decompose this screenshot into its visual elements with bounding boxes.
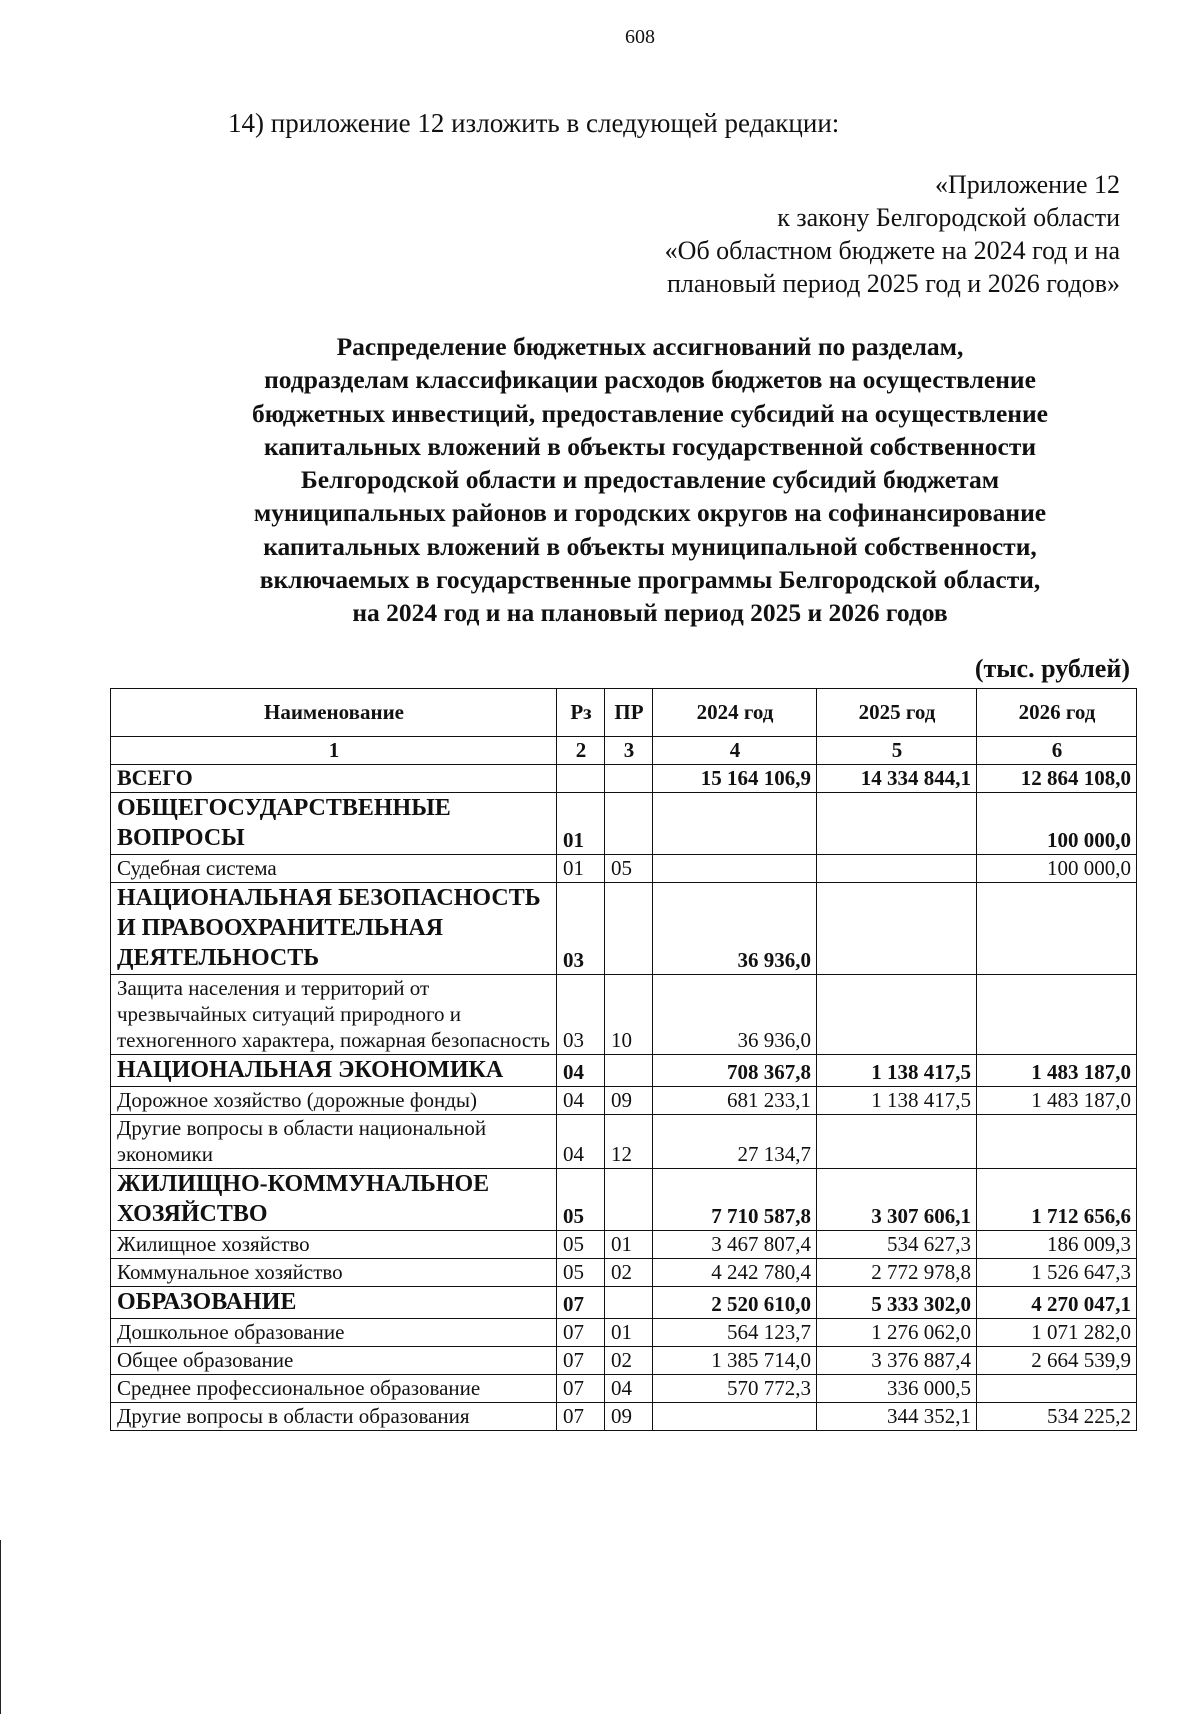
title-line: на 2024 год и на плановый период 2025 и 2026 годов — [352, 598, 948, 628]
cell-rz: 07 — [557, 1319, 605, 1347]
cell-name: Защита населения и территорий от чрезвычайных ситуаций природного и техногенного характера, пожарная безопасность — [111, 975, 557, 1055]
cell-2026 — [977, 1375, 1137, 1403]
cell-rz: 07 — [557, 1347, 605, 1375]
cell-2026: 12 864 108,0 — [977, 765, 1137, 793]
column-index: 4 — [653, 737, 817, 765]
cell-2025 — [817, 1115, 977, 1169]
cell-pr — [605, 1287, 653, 1319]
column-index: 3 — [605, 737, 653, 765]
cell-2025: 2 772 978,8 — [817, 1259, 977, 1287]
cell-2025: 534 627,3 — [817, 1231, 977, 1259]
section-row — [111, 1287, 1137, 1319]
cell-rz: 04 — [557, 1115, 605, 1169]
cell-rz: 05 — [557, 1231, 605, 1259]
cell-2025: 5 333 302,0 — [817, 1287, 977, 1319]
scan-edge-line — [0, 1540, 1, 1714]
cell-2026: 1 483 187,0 — [977, 1087, 1137, 1115]
cell-2024: 36 936,0 — [653, 975, 817, 1055]
table-row — [111, 1375, 1137, 1403]
cell-2024: 3 467 807,4 — [653, 1231, 817, 1259]
cell-name: Дошкольное образование — [111, 1319, 557, 1347]
cell-2024: 27 134,7 — [653, 1115, 817, 1169]
table-row — [111, 975, 1137, 1055]
cell-pr: 02 — [605, 1259, 653, 1287]
cell-rz: 07 — [557, 1403, 605, 1431]
cell-name: ЖИЛИЩНО-КОММУНАЛЬНОЕ ХОЗЯЙСТВО — [111, 1169, 557, 1231]
title-line: подразделам классификации расходов бюджетов на осуществление — [264, 365, 1036, 395]
cell-2025: 1 276 062,0 — [817, 1319, 977, 1347]
cell-2025 — [817, 855, 977, 883]
cell-pr: 09 — [605, 1403, 653, 1431]
cell-2024: 564 123,7 — [653, 1319, 817, 1347]
cell-2026: 1 071 282,0 — [977, 1319, 1137, 1347]
cell-rz: 01 — [557, 793, 605, 855]
cell-2026: 2 664 539,9 — [977, 1347, 1137, 1375]
cell-name: Жилищное хозяйство — [111, 1231, 557, 1259]
cell-pr — [605, 1055, 653, 1087]
title-line: Белгородской области и предоставление субсидий бюджетам — [300, 465, 1000, 495]
total-row — [111, 765, 1137, 793]
appendix-line: к закону Белгородской области — [777, 203, 1120, 232]
header-name: Наименование — [111, 689, 557, 737]
cell-2024: 708 367,8 — [653, 1055, 817, 1087]
cell-name: Другие вопросы в области образования — [111, 1403, 557, 1431]
cell-2024: 4 242 780,4 — [653, 1259, 817, 1287]
appendix-line: плановый период 2025 год и 2026 годов» — [666, 269, 1120, 298]
cell-pr: 05 — [605, 855, 653, 883]
cell-rz: 04 — [557, 1087, 605, 1115]
cell-2024 — [653, 855, 817, 883]
title-line: капитальных вложений в объекты государственной собственности — [263, 431, 1037, 461]
column-index: 1 — [111, 737, 557, 765]
cell-rz: 07 — [557, 1287, 605, 1319]
cell-2024 — [653, 793, 817, 855]
cell-rz: 04 — [557, 1055, 605, 1087]
title-line: муниципальных районов и городских округов на софинансирование — [253, 498, 1047, 528]
cell-rz: 05 — [557, 1259, 605, 1287]
cell-name: ОБРАЗОВАНИЕ — [111, 1287, 557, 1319]
cell-2025: 1 138 417,5 — [817, 1087, 977, 1115]
cell-name: Судебная система — [111, 855, 557, 883]
table-row — [111, 855, 1137, 883]
cell-name: Среднее профессиональное образование — [111, 1375, 557, 1403]
cell-name: Другие вопросы в области национальной экономики — [111, 1115, 557, 1169]
cell-pr: 10 — [605, 975, 653, 1055]
appendix-line: «Об областном бюджете на 2024 год и на — [664, 236, 1120, 265]
cell-2025: 344 352,1 — [817, 1403, 977, 1431]
budget-table — [110, 688, 1137, 1431]
cell-2026: 1 712 656,6 — [977, 1169, 1137, 1231]
cell-2026 — [977, 975, 1137, 1055]
cell-pr: 12 — [605, 1115, 653, 1169]
cell-2025 — [817, 793, 977, 855]
cell-name: Общее образование — [111, 1347, 557, 1375]
units-label: (тыс. рублей) — [974, 654, 1130, 683]
table-row — [111, 1259, 1137, 1287]
cell-rz: 01 — [557, 855, 605, 883]
column-index: 2 — [557, 737, 605, 765]
cell-pr — [605, 793, 653, 855]
section-row — [111, 1055, 1137, 1087]
cell-name: ВСЕГО — [111, 765, 557, 793]
cell-pr — [605, 883, 653, 975]
cell-2025: 336 000,5 — [817, 1375, 977, 1403]
cell-2024: 15 164 106,9 — [653, 765, 817, 793]
cell-2026: 1 526 647,3 — [977, 1259, 1137, 1287]
appendix-heading — [600, 168, 1120, 300]
table-row — [111, 1319, 1137, 1347]
table-row — [111, 1231, 1137, 1259]
cell-pr: 04 — [605, 1375, 653, 1403]
cell-2026 — [977, 883, 1137, 975]
cell-name: Дорожное хозяйство (дорожные фонды) — [111, 1087, 557, 1115]
title-line: капитальных вложений в объекты муниципальной собственности, — [263, 531, 1037, 561]
cell-2025: 14 334 844,1 — [817, 765, 977, 793]
cell-2026: 100 000,0 — [977, 855, 1137, 883]
table-row — [111, 1087, 1137, 1115]
header-pr: ПР — [605, 689, 653, 737]
section-row — [111, 883, 1137, 975]
cell-name: НАЦИОНАЛЬНАЯ БЕЗОПАСНОСТЬ И ПРАВООХРАНИТЕЛЬНАЯ ДЕЯТЕЛЬНОСТЬ — [111, 883, 557, 975]
cell-pr — [605, 1169, 653, 1231]
table-row — [111, 1115, 1137, 1169]
cell-2026: 186 009,3 — [977, 1231, 1137, 1259]
cell-pr: 02 — [605, 1347, 653, 1375]
cell-2025: 3 307 606,1 — [817, 1169, 977, 1231]
page-number: 608 — [625, 26, 655, 48]
cell-name: НАЦИОНАЛЬНАЯ ЭКОНОМИКА — [111, 1055, 557, 1087]
cell-2025: 3 376 887,4 — [817, 1347, 977, 1375]
column-index: 6 — [977, 737, 1137, 765]
cell-pr: 09 — [605, 1087, 653, 1115]
table-header-row — [111, 689, 1137, 737]
cell-rz: 05 — [557, 1169, 605, 1231]
cell-name: ОБЩЕГОСУДАРСТВЕННЫЕ ВОПРОСЫ — [111, 793, 557, 855]
cell-2025: 1 138 417,5 — [817, 1055, 977, 1087]
cell-2026: 534 225,2 — [977, 1403, 1137, 1431]
header-2025: 2025 год — [817, 689, 977, 737]
table-row — [111, 1403, 1137, 1431]
header-rz: Рз — [557, 689, 605, 737]
cell-2024: 681 233,1 — [653, 1087, 817, 1115]
cell-rz — [557, 765, 605, 793]
cell-2024: 2 520 610,0 — [653, 1287, 817, 1319]
cell-2024: 1 385 714,0 — [653, 1347, 817, 1375]
cell-2024: 7 710 587,8 — [653, 1169, 817, 1231]
cell-2025 — [817, 883, 977, 975]
cell-2026: 100 000,0 — [977, 793, 1137, 855]
section-row — [111, 793, 1137, 855]
header-2024: 2024 год — [653, 689, 817, 737]
table-row — [111, 1347, 1137, 1375]
cell-rz: 07 — [557, 1375, 605, 1403]
cell-pr — [605, 765, 653, 793]
section-row — [111, 1169, 1137, 1231]
title-line: бюджетных инвестиций, предоставление субсидий на осуществление — [252, 398, 1048, 428]
cell-2026: 4 270 047,1 — [977, 1287, 1137, 1319]
cell-pr: 01 — [605, 1231, 653, 1259]
header-2026: 2026 год — [977, 689, 1137, 737]
cell-2024: 570 772,3 — [653, 1375, 817, 1403]
title-line: Распределение бюджетных ассигнований по разделам, — [336, 332, 964, 361]
cell-2024: 36 936,0 — [653, 883, 817, 975]
cell-name: Коммунальное хозяйство — [111, 1259, 557, 1287]
column-index-row — [111, 737, 1137, 765]
appendix-line: «Приложение 12 — [934, 170, 1120, 199]
document-title — [150, 330, 1150, 630]
cell-pr: 01 — [605, 1319, 653, 1347]
column-index: 5 — [817, 737, 977, 765]
intro-text: 14) приложение 12 изложить в следующей редакции: — [228, 108, 840, 138]
cell-2026 — [977, 1115, 1137, 1169]
cell-rz: 03 — [557, 883, 605, 975]
title-line: включаемых в государственные программы Белгородской области, — [259, 565, 1041, 595]
cell-2025 — [817, 975, 977, 1055]
cell-2024 — [653, 1403, 817, 1431]
cell-rz: 03 — [557, 975, 605, 1055]
cell-2026: 1 483 187,0 — [977, 1055, 1137, 1087]
